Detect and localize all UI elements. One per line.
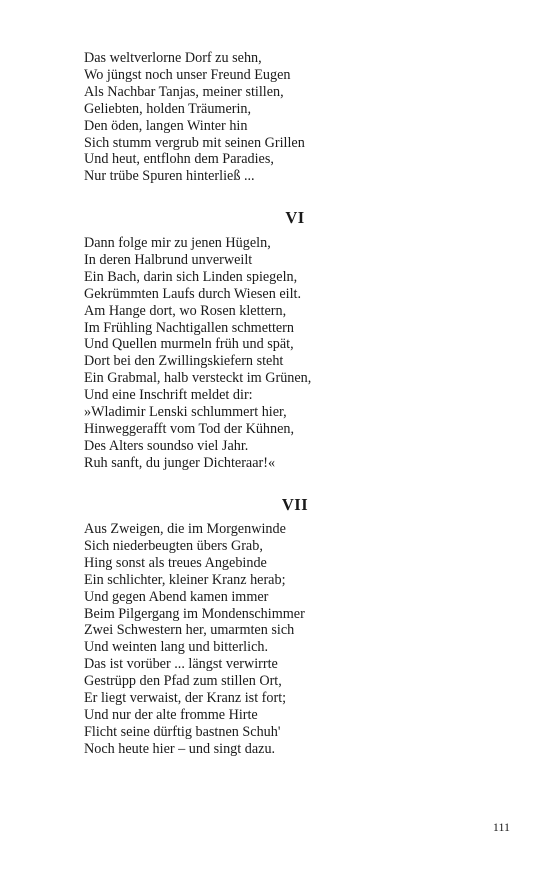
verse-line: Zwei Schwestern her, umarmten sich [84, 622, 295, 639]
verse-line: Im Frühling Nachtigallen schmettern [84, 319, 294, 336]
verse-line: Und eine Inschrift meldet dir: [84, 387, 253, 404]
verse-line: Gestrüpp den Pfad zum stillen Ort, [84, 673, 282, 690]
stanza-continuation [84, 50, 305, 185]
verse-line: Und heut, entflohn dem Paradies, [84, 151, 274, 168]
verse-line: Des Alters soundso viel Jahr. [84, 437, 249, 454]
verse-line: Hinweggerafft vom Tod der Kühnen, [84, 420, 295, 437]
verse-line: Und Quellen murmeln früh und spät, [84, 336, 294, 353]
verse-line: Als Nachbar Tanjas, meiner stillen, [84, 83, 284, 100]
verse-line: Das weltverlorne Dorf zu sehn, [84, 50, 262, 66]
verse-line: Wo jüngst noch unser Freund Eugen [84, 66, 291, 83]
stanza-heading-vii: VII [281, 495, 309, 514]
verse-line: Nur trübe Spuren hinterließ ... [84, 168, 255, 185]
verse-line: Er liegt verwaist, der Kranz ist fort; [84, 690, 287, 707]
verse-line: Ein Grabmal, halb versteckt im Grünen, [84, 370, 312, 387]
verse-line: Und weinten lang und bitterlich. [84, 639, 269, 656]
verse-line: Aus Zweigen, die im Morgenwinde [84, 521, 286, 537]
verse-line: Am Hange dort, wo Rosen klettern, [84, 302, 287, 319]
verse-line: Beim Pilgergang im Mondenschimmer [84, 605, 305, 622]
page-number: 111 [492, 820, 510, 834]
verse-line: »Wladimir Lenski schlummert hier, [84, 404, 287, 421]
verse-line: Flicht seine dürftig bastnen Schuh' [84, 723, 281, 740]
verse-line: Geliebten, holden Träumerin, [84, 100, 252, 117]
verse-line: Noch heute hier – und singt dazu. [84, 740, 276, 757]
verse-line: Und nur der alte fromme Hirte [84, 706, 258, 723]
verse-line: Und gegen Abend kamen immer [84, 588, 269, 605]
verse-line: Den öden, langen Winter hin [84, 117, 248, 134]
verse-line: Ein Bach, darin sich Linden spiegeln, [84, 268, 298, 285]
verse-line: Dort bei den Zwillingskiefern steht [84, 353, 284, 370]
verse-line: Gekrümmten Laufs durch Wiesen eilt. [84, 285, 302, 302]
stanza-vi [84, 235, 311, 472]
verse-line: Das ist vorüber ... längst verwirrte [84, 656, 278, 673]
stanza-vii [84, 521, 305, 758]
verse-line: In deren Halbrund unverweilt [84, 251, 253, 268]
verse-line: Hing sonst als treues Angebinde [84, 554, 267, 571]
verse-line: Ruh sanft, du junger Dichteraar!« [84, 454, 276, 471]
stanza-heading-vi: VI [285, 208, 305, 227]
verse-line: Sich niederbeugten übers Grab, [84, 537, 263, 554]
verse-line: Ein schlichter, kleiner Kranz herab; [84, 571, 286, 588]
verse-line: Sich stumm vergrub mit seinen Grillen [84, 134, 305, 151]
verse-line: Dann folge mir zu jenen Hügeln, [84, 235, 271, 251]
